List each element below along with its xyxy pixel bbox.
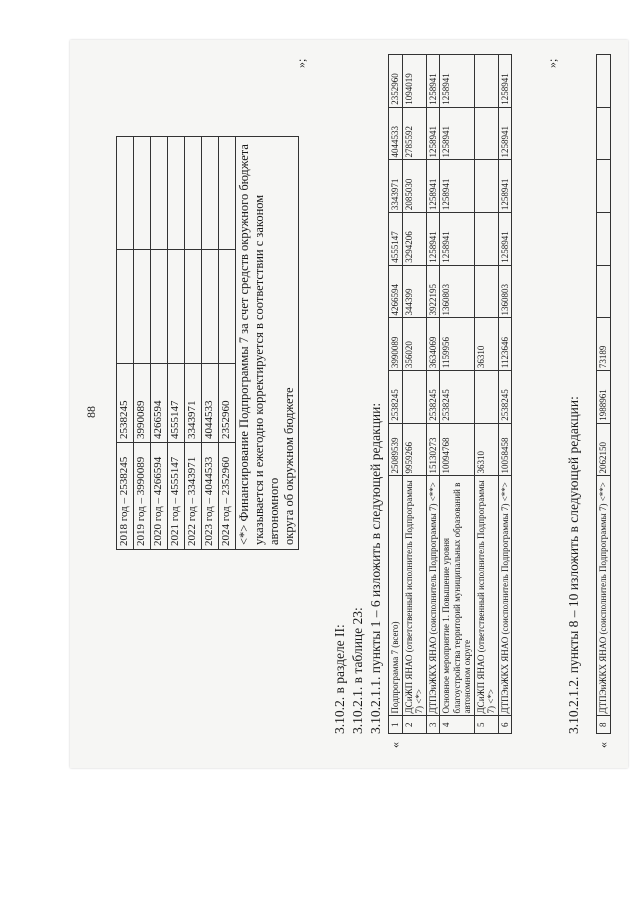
funding-table bbox=[116, 136, 299, 550]
funding-note-line: округа об окружном бюджете bbox=[282, 387, 296, 545]
table-row bbox=[134, 137, 151, 550]
table-cell: 1258941 bbox=[440, 55, 475, 108]
table-row bbox=[236, 137, 299, 550]
table-cell: 9959266 bbox=[402, 423, 426, 476]
table-cell: 1258941 bbox=[426, 213, 440, 266]
table-cell bbox=[597, 160, 611, 213]
table-cell bbox=[597, 213, 611, 266]
row-number: 2 bbox=[402, 716, 426, 734]
table-row bbox=[389, 55, 403, 734]
table-cell: 356020 bbox=[402, 318, 426, 371]
table-cell: 2022 год – 3343971 bbox=[185, 443, 202, 550]
table-cell: 1258941 bbox=[426, 160, 440, 213]
row-number: 5 bbox=[474, 716, 498, 734]
close-quote-mark: »; bbox=[545, 58, 559, 68]
section-heading: 3.10.2.1.1. пункты 1 – 6 изложить в следующей редакции: bbox=[368, 402, 383, 734]
table-cell bbox=[474, 371, 498, 424]
table-23 bbox=[388, 54, 512, 734]
table-row bbox=[117, 137, 134, 550]
table-cell: 1988961 bbox=[597, 371, 611, 424]
table-cell: 36310 bbox=[474, 318, 498, 371]
table-cell: 4266594 bbox=[389, 265, 403, 318]
table-row bbox=[402, 55, 426, 734]
table-cell: 1258941 bbox=[498, 107, 512, 160]
row-name: Основное мероприятие 1. Повышение уровня благоустройства территорий муниципальных образований в автономном округе bbox=[440, 476, 475, 716]
table-cell: 4044533 bbox=[202, 364, 219, 443]
table-cell: 1360803 bbox=[498, 265, 512, 318]
table-cell bbox=[219, 250, 236, 364]
table-cell bbox=[168, 137, 185, 251]
table-cell: 2785592 bbox=[402, 107, 426, 160]
table-row bbox=[474, 55, 498, 734]
table-cell: 2019 год – 3990089 bbox=[134, 443, 151, 550]
table-cell: 15130273 bbox=[426, 423, 440, 476]
table-cell: 1258941 bbox=[440, 107, 475, 160]
table-cell: 2021 год – 4555147 bbox=[168, 443, 185, 550]
table-cell: 2018 год – 2538245 bbox=[117, 443, 134, 550]
table-cell: 2352960 bbox=[219, 364, 236, 443]
table-cell bbox=[597, 107, 611, 160]
row-number: 1 bbox=[389, 716, 403, 734]
table-row bbox=[151, 137, 168, 550]
table-cell: 2538245 bbox=[117, 364, 134, 443]
table-cell bbox=[474, 107, 498, 160]
row-number: 3 bbox=[426, 716, 440, 734]
row-name: ДТПЭиЖКХ ЯНАО (соисполнитель Подпрограммы 7) <**> bbox=[426, 476, 440, 716]
table-cell: 3990089 bbox=[134, 364, 151, 443]
table-row bbox=[219, 137, 236, 550]
table-cell: 3343971 bbox=[389, 160, 403, 213]
row-number: 8 bbox=[597, 716, 611, 734]
row-name: ДТПЭиЖКХ ЯНАО (соисполнитель Подпрограммы 7) <**> bbox=[498, 476, 512, 716]
table-row bbox=[202, 137, 219, 550]
table-cell bbox=[151, 137, 168, 251]
table-cell: 1258941 bbox=[498, 160, 512, 213]
table-cell: 4044533 bbox=[389, 107, 403, 160]
table-cell: 36310 bbox=[474, 423, 498, 476]
table-cell: 2020 год – 4266594 bbox=[151, 443, 168, 550]
funding-note-line: указывается и ежегодно корректируется в соответствии с законом автономного bbox=[252, 194, 281, 545]
table-cell: 3343971 bbox=[185, 364, 202, 443]
table-cell: 2085030 bbox=[402, 160, 426, 213]
table-cell: 1258941 bbox=[498, 55, 512, 108]
row-name: Подпрограмма 7 (всего) bbox=[389, 476, 403, 716]
table-cell: 1258941 bbox=[426, 107, 440, 160]
table-cell: 4555147 bbox=[389, 213, 403, 266]
table-cell: 73189 bbox=[597, 318, 611, 371]
table-cell bbox=[117, 250, 134, 364]
table-cell: 2538245 bbox=[426, 371, 440, 424]
table-cell bbox=[151, 250, 168, 364]
table-cell bbox=[474, 160, 498, 213]
table-cell: 3990089 bbox=[389, 318, 403, 371]
table-cell: 1159956 bbox=[440, 318, 475, 371]
table-cell: 3922195 bbox=[426, 265, 440, 318]
table-cell: 1360803 bbox=[440, 265, 475, 318]
table-cell: 3294206 bbox=[402, 213, 426, 266]
open-quote-mark: « bbox=[596, 742, 610, 748]
table-cell: 2538245 bbox=[498, 371, 512, 424]
table-cell: 1258941 bbox=[498, 213, 512, 266]
table-cell bbox=[474, 265, 498, 318]
table-cell: 10058458 bbox=[498, 423, 512, 476]
table-cell bbox=[474, 55, 498, 108]
table-cell bbox=[402, 371, 426, 424]
table-cell: 3634069 bbox=[426, 318, 440, 371]
table-cell: 10094768 bbox=[440, 423, 475, 476]
table-cell: 2352960 bbox=[389, 55, 403, 108]
table-row bbox=[426, 55, 440, 734]
row-number: 4 bbox=[440, 716, 475, 734]
table-cell bbox=[202, 250, 219, 364]
table-cell: 2538245 bbox=[389, 371, 403, 424]
table-cell bbox=[219, 137, 236, 251]
table-row bbox=[597, 55, 611, 734]
table-cell bbox=[185, 137, 202, 251]
table-cell bbox=[202, 137, 219, 251]
page-number: 88 bbox=[84, 406, 98, 418]
close-quote-mark: »; bbox=[294, 58, 308, 68]
table-cell: 2024 год – 2352960 bbox=[219, 443, 236, 550]
section-heading: 3.10.2.1. в таблице 23: bbox=[350, 607, 365, 734]
table-cell bbox=[185, 250, 202, 364]
table-row bbox=[185, 137, 202, 550]
table-cell: 1123646 bbox=[498, 318, 512, 371]
table-23-row-8 bbox=[596, 54, 611, 734]
table-cell bbox=[474, 213, 498, 266]
open-quote-mark: « bbox=[388, 742, 402, 748]
table-cell: 2538245 bbox=[440, 371, 475, 424]
table-cell: 1094019 bbox=[402, 55, 426, 108]
table-cell: 1258941 bbox=[440, 213, 475, 266]
table-cell bbox=[117, 137, 134, 251]
table-cell: 4555147 bbox=[168, 364, 185, 443]
table-cell: 2023 год – 4044533 bbox=[202, 443, 219, 550]
section-heading: 3.10.2.1.2. пункты 8 – 10 изложить в следующей редакции: bbox=[566, 396, 581, 734]
funding-note bbox=[236, 137, 299, 550]
table-cell bbox=[168, 250, 185, 364]
table-cell: 2062150 bbox=[597, 423, 611, 476]
table-row bbox=[498, 55, 512, 734]
table-cell bbox=[597, 265, 611, 318]
row-name: ДТПЭиЖКХ ЯНАО (соисполнитель Подпрограммы 7) <**> bbox=[597, 476, 611, 716]
table-cell: 1258941 bbox=[440, 160, 475, 213]
table-cell: 1258941 bbox=[426, 55, 440, 108]
table-row bbox=[168, 137, 185, 550]
row-name: ДСиЖП ЯНАО (ответственный исполнитель Подпрограммы 7) <*> bbox=[402, 476, 426, 716]
table-cell: 344399 bbox=[402, 265, 426, 318]
table-cell bbox=[134, 137, 151, 251]
section-heading: 3.10.2. в разделе II: bbox=[332, 624, 347, 734]
document-page bbox=[70, 40, 628, 768]
table-row bbox=[440, 55, 475, 734]
rotated-content bbox=[70, 40, 628, 768]
table-cell bbox=[597, 55, 611, 108]
row-name: ДСиЖП ЯНАО (ответственный исполнитель Подпрограммы 7) <*> bbox=[474, 476, 498, 716]
table-cell bbox=[134, 250, 151, 364]
row-number: 6 bbox=[498, 716, 512, 734]
table-cell: 25089539 bbox=[389, 423, 403, 476]
table-cell: 4266594 bbox=[151, 364, 168, 443]
funding-note-line: <*> Финансирование Подпрограммы 7 за счет средств окружного бюджета bbox=[237, 144, 251, 545]
